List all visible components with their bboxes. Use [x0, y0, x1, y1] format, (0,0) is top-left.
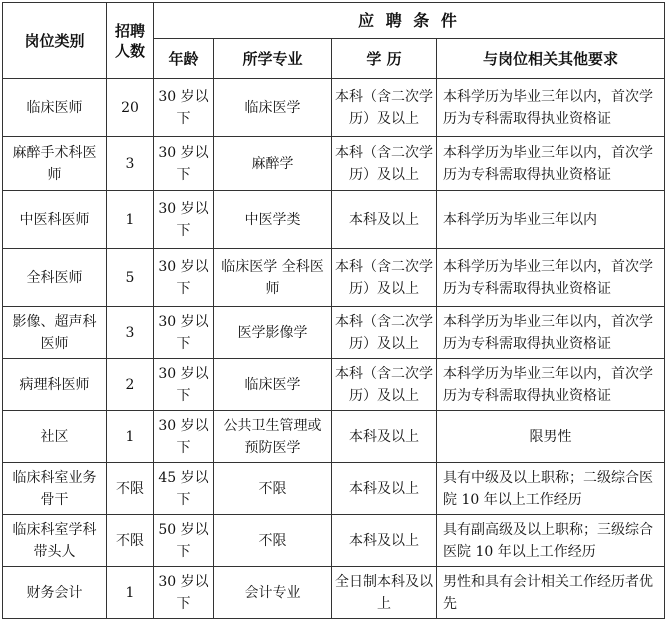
- cell-requirement: 男性和具有会计相关工作经历者优先: [437, 567, 665, 619]
- table-row: [3, 359, 665, 411]
- cell-position: 全科医师: [3, 249, 107, 307]
- cell-count: 3: [107, 137, 154, 191]
- cell-major: 临床医学 全科医师: [214, 249, 332, 307]
- cell-requirement: 本科学历为毕业三年以内，首次学历为专科需取得执业资格证: [437, 79, 665, 137]
- cell-count: 不限: [107, 463, 154, 515]
- cell-requirement: 本科学历为毕业三年以内: [437, 191, 665, 249]
- header-recruit-count: 招聘人数: [107, 3, 154, 79]
- cell-major: 不限: [214, 515, 332, 567]
- cell-position: 财务会计: [3, 567, 107, 619]
- cell-education: 本科（含二次学历）及以上: [332, 249, 437, 307]
- cell-age: 30 岁以下: [154, 307, 214, 359]
- cell-count: 不限: [107, 515, 154, 567]
- cell-age: 30 岁以下: [154, 191, 214, 249]
- table-row: [3, 137, 665, 191]
- cell-count: 20: [107, 79, 154, 137]
- cell-major: 会计专业: [214, 567, 332, 619]
- cell-education: 本科及以上: [332, 463, 437, 515]
- cell-position: 临床医师: [3, 79, 107, 137]
- table-row: [3, 463, 665, 515]
- cell-position: 社区: [3, 411, 107, 463]
- table-row: [3, 515, 665, 567]
- cell-age: 45 岁以下: [154, 463, 214, 515]
- cell-major: 公共卫生管理或预防医学: [214, 411, 332, 463]
- cell-requirement: 本科学历为毕业三年以内，首次学历为专科需取得执业资格证: [437, 307, 665, 359]
- cell-requirement: 本科学历为毕业三年以内，首次学历为专科需取得执业资格证: [437, 249, 665, 307]
- cell-requirement: 具有副高级及以上职称；三级综合医院 10 年以上工作经历: [437, 515, 665, 567]
- cell-count: 2: [107, 359, 154, 411]
- cell-major: 医学影像学: [214, 307, 332, 359]
- cell-education: 本科（含二次学历）及以上: [332, 359, 437, 411]
- cell-education: 本科（含二次学历）及以上: [332, 307, 437, 359]
- cell-position: 病理科医师: [3, 359, 107, 411]
- cell-education: 本科及以上: [332, 411, 437, 463]
- cell-requirement: 本科学历为毕业三年以内，首次学历为专科需取得执业资格证: [437, 359, 665, 411]
- recruitment-table: [2, 2, 665, 619]
- cell-age: 30 岁以下: [154, 137, 214, 191]
- header-row-1: [3, 3, 665, 39]
- cell-education: 本科（含二次学历）及以上: [332, 79, 437, 137]
- cell-count: 3: [107, 307, 154, 359]
- cell-education: 本科（含二次学历）及以上: [332, 137, 437, 191]
- cell-age: 30 岁以下: [154, 359, 214, 411]
- cell-requirement: 本科学历为毕业三年以内，首次学历为专科需取得执业资格证: [437, 137, 665, 191]
- cell-major: 临床医学: [214, 359, 332, 411]
- cell-count: 5: [107, 249, 154, 307]
- cell-major: 麻醉学: [214, 137, 332, 191]
- cell-education: 全日制本科及以上: [332, 567, 437, 619]
- cell-count: 1: [107, 191, 154, 249]
- cell-age: 30 岁以下: [154, 567, 214, 619]
- table-row: [3, 567, 665, 619]
- cell-position: 临床科室学科带头人: [3, 515, 107, 567]
- table-row: [3, 191, 665, 249]
- cell-count: 1: [107, 567, 154, 619]
- table-row: [3, 79, 665, 137]
- cell-position: 中医科医师: [3, 191, 107, 249]
- cell-age: 30 岁以下: [154, 249, 214, 307]
- table-row: [3, 307, 665, 359]
- cell-education: 本科及以上: [332, 191, 437, 249]
- cell-count: 1: [107, 411, 154, 463]
- cell-position: 临床科室业务骨干: [3, 463, 107, 515]
- table-row: [3, 411, 665, 463]
- cell-position: 影像、超声科医师: [3, 307, 107, 359]
- cell-major: 不限: [214, 463, 332, 515]
- cell-major: 中医学类: [214, 191, 332, 249]
- cell-education: 本科及以上: [332, 515, 437, 567]
- cell-major: 临床医学: [214, 79, 332, 137]
- header-position-category: 岗位类别: [3, 3, 107, 79]
- cell-requirement: 限男性: [437, 411, 665, 463]
- cell-age: 50 岁以下: [154, 515, 214, 567]
- table-row: [3, 249, 665, 307]
- header-conditions: 应 聘 条 件: [154, 3, 665, 39]
- header-education: 学 历: [332, 39, 437, 79]
- header-other-requirements: 与岗位相关其他要求: [437, 39, 665, 79]
- header-major: 所学专业: [214, 39, 332, 79]
- cell-position: 麻醉手术科医师: [3, 137, 107, 191]
- header-age: 年龄: [154, 39, 214, 79]
- cell-age: 30 岁以下: [154, 411, 214, 463]
- cell-age: 30 岁以下: [154, 79, 214, 137]
- cell-requirement: 具有中级及以上职称；二级综合医院 10 年以上工作经历: [437, 463, 665, 515]
